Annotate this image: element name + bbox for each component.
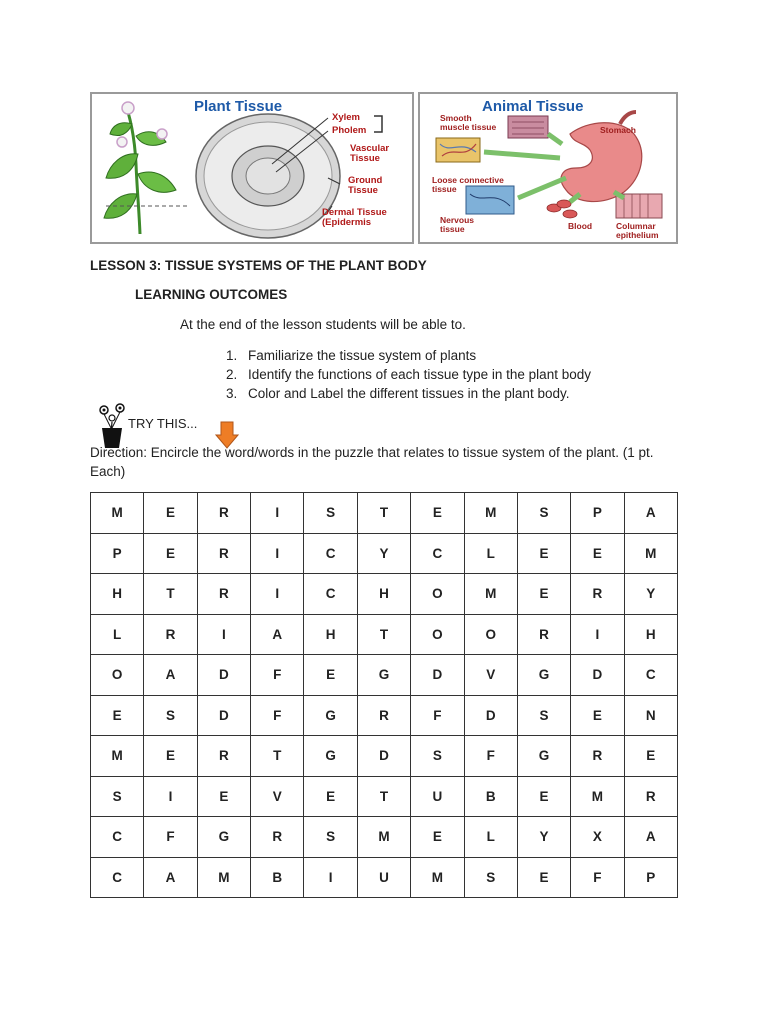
outcome-number: 2. <box>226 367 238 382</box>
puzzle-cell[interactable]: S <box>304 493 357 534</box>
puzzle-row <box>91 574 678 615</box>
puzzle-cell[interactable]: E <box>304 776 357 817</box>
puzzle-cell[interactable]: T <box>357 776 410 817</box>
puzzle-cell[interactable]: U <box>411 776 464 817</box>
puzzle-cell[interactable]: D <box>197 655 250 696</box>
puzzle-cell[interactable]: E <box>517 776 570 817</box>
puzzle-cell[interactable]: H <box>304 614 357 655</box>
puzzle-cell[interactable]: E <box>91 695 144 736</box>
puzzle-row <box>91 736 678 777</box>
puzzle-cell[interactable]: E <box>517 857 570 898</box>
puzzle-cell[interactable]: Y <box>357 533 410 574</box>
columnar-epithelium-label: Columnar epithelium <box>616 221 659 240</box>
puzzle-cell[interactable]: S <box>144 695 197 736</box>
puzzle-cell[interactable]: C <box>304 574 357 615</box>
ground-tissue-label: Ground Tissue <box>348 175 383 196</box>
puzzle-cell[interactable]: U <box>357 857 410 898</box>
puzzle-cell[interactable]: G <box>517 736 570 777</box>
puzzle-cell[interactable]: E <box>624 736 677 777</box>
puzzle-cell[interactable]: G <box>357 655 410 696</box>
puzzle-cell[interactable]: R <box>144 614 197 655</box>
puzzle-cell[interactable]: T <box>357 614 410 655</box>
puzzle-cell[interactable]: C <box>411 533 464 574</box>
puzzle-cell[interactable]: T <box>357 493 410 534</box>
puzzle-cell[interactable]: D <box>571 655 624 696</box>
puzzle-row <box>91 493 678 534</box>
puzzle-cell[interactable]: H <box>91 574 144 615</box>
puzzle-cell[interactable]: S <box>517 493 570 534</box>
puzzle-cell[interactable]: M <box>91 736 144 777</box>
puzzle-cell[interactable]: R <box>571 736 624 777</box>
puzzle-cell[interactable]: R <box>624 776 677 817</box>
phloem-label: Pholem <box>332 125 367 136</box>
puzzle-cell[interactable]: M <box>464 574 517 615</box>
puzzle-cell[interactable]: T <box>144 574 197 615</box>
puzzle-cell[interactable]: O <box>411 574 464 615</box>
puzzle-cell[interactable]: F <box>411 695 464 736</box>
puzzle-cell[interactable]: M <box>624 533 677 574</box>
puzzle-cell[interactable]: R <box>517 614 570 655</box>
puzzle-cell[interactable]: P <box>571 493 624 534</box>
xylem-label: Xylem <box>332 112 360 123</box>
outcome-text: Color and Label the different tissues in the plant body. <box>248 386 570 401</box>
puzzle-cell[interactable]: X <box>571 817 624 858</box>
puzzle-cell[interactable]: O <box>411 614 464 655</box>
puzzle-cell[interactable]: R <box>197 493 250 534</box>
word-search-puzzle <box>90 492 678 898</box>
puzzle-cell[interactable]: S <box>517 695 570 736</box>
puzzle-cell[interactable]: T <box>251 736 304 777</box>
puzzle-cell[interactable]: B <box>251 857 304 898</box>
puzzle-cell[interactable]: I <box>251 493 304 534</box>
puzzle-cell[interactable]: G <box>304 736 357 777</box>
puzzle-cell[interactable]: G <box>197 817 250 858</box>
try-this-label: TRY THIS... <box>128 416 198 431</box>
puzzle-cell[interactable]: D <box>464 695 517 736</box>
puzzle-cell[interactable]: E <box>517 574 570 615</box>
puzzle-cell[interactable]: F <box>251 695 304 736</box>
puzzle-cell[interactable]: L <box>464 533 517 574</box>
puzzle-row <box>91 817 678 858</box>
puzzle-cell[interactable]: C <box>91 817 144 858</box>
puzzle-cell[interactable]: M <box>91 493 144 534</box>
puzzle-cell[interactable]: I <box>571 614 624 655</box>
puzzle-cell[interactable]: E <box>571 695 624 736</box>
puzzle-cell[interactable]: P <box>624 857 677 898</box>
puzzle-cell[interactable]: D <box>411 655 464 696</box>
puzzle-cell[interactable]: A <box>624 493 677 534</box>
puzzle-cell[interactable]: F <box>144 817 197 858</box>
outcome-number: 1. <box>226 348 238 363</box>
outcomes-list <box>226 346 591 403</box>
puzzle-cell[interactable]: R <box>357 695 410 736</box>
puzzle-cell[interactable]: Y <box>517 817 570 858</box>
puzzle-cell[interactable]: B <box>464 776 517 817</box>
learning-outcomes-heading: LEARNING OUTCOMES <box>135 287 288 302</box>
animal-tissue-figure <box>418 92 678 244</box>
puzzle-cell[interactable]: I <box>144 776 197 817</box>
puzzle-cell[interactable]: M <box>197 857 250 898</box>
plant-pot-icon <box>98 398 126 448</box>
direction-text: Direction: Encircle the word/words in the puzzle that relates to tissue system of the plant. (1 pt. Each) <box>90 445 654 479</box>
dermal-tissue-label: Dermal Tissue (Epidermis <box>322 207 387 228</box>
puzzle-cell[interactable]: C <box>91 857 144 898</box>
outcome-item <box>226 365 591 384</box>
puzzle-cell[interactable]: I <box>251 574 304 615</box>
outcome-text: Familiarize the tissue system of plants <box>248 348 477 363</box>
outcome-text: Identify the functions of each tissue type in the plant body <box>248 367 591 382</box>
vascular-tissue-label: Vascular Tissue <box>350 143 390 164</box>
puzzle-cell[interactable]: V <box>464 655 517 696</box>
puzzle-cell[interactable]: A <box>144 857 197 898</box>
puzzle-cell[interactable]: E <box>411 493 464 534</box>
puzzle-cell[interactable]: S <box>464 857 517 898</box>
puzzle-cell[interactable]: N <box>624 695 677 736</box>
puzzle-cell[interactable]: E <box>304 655 357 696</box>
puzzle-cell[interactable]: E <box>144 493 197 534</box>
puzzle-cell[interactable]: M <box>411 857 464 898</box>
puzzle-cell[interactable]: I <box>251 533 304 574</box>
puzzle-cell[interactable]: Y <box>624 574 677 615</box>
puzzle-cell[interactable]: R <box>251 817 304 858</box>
loose-connective-label: Loose connective tissue <box>432 175 504 194</box>
puzzle-cell[interactable]: D <box>357 736 410 777</box>
puzzle-row <box>91 776 678 817</box>
stomach-label: Stomach <box>600 125 636 135</box>
puzzle-cell[interactable]: G <box>517 655 570 696</box>
puzzle-cell[interactable]: F <box>251 655 304 696</box>
outcome-item <box>226 384 591 403</box>
puzzle-cell[interactable]: V <box>251 776 304 817</box>
puzzle-cell[interactable]: I <box>197 614 250 655</box>
plant-tissue-title: Plant Tissue <box>194 98 283 115</box>
outcome-number: 3. <box>226 386 238 401</box>
nervous-tissue-label: Nervous tissue <box>440 215 475 234</box>
puzzle-cell[interactable]: E <box>144 533 197 574</box>
puzzle-cell[interactable]: E <box>197 776 250 817</box>
animal-tissue-title: Animal Tissue <box>482 98 584 115</box>
puzzle-cell[interactable]: E <box>517 533 570 574</box>
puzzle-cell[interactable]: I <box>304 857 357 898</box>
puzzle-cell[interactable]: A <box>251 614 304 655</box>
puzzle-cell[interactable]: S <box>91 776 144 817</box>
puzzle-cell[interactable]: F <box>571 857 624 898</box>
outcomes-intro: At the end of the lesson students will be able to. <box>180 317 466 332</box>
puzzle-cell[interactable]: H <box>357 574 410 615</box>
puzzle-cell[interactable]: L <box>91 614 144 655</box>
puzzle-cell[interactable]: M <box>357 817 410 858</box>
smooth-muscle-label: Smooth muscle tissue <box>440 113 497 132</box>
puzzle-cell[interactable]: G <box>304 695 357 736</box>
puzzle-row <box>91 857 678 898</box>
puzzle-cell[interactable]: A <box>624 817 677 858</box>
puzzle-cell[interactable]: H <box>624 614 677 655</box>
puzzle-cell[interactable]: E <box>144 736 197 777</box>
puzzle-cell[interactable]: O <box>464 614 517 655</box>
puzzle-cell[interactable]: S <box>304 817 357 858</box>
plant-tissue-figure <box>90 92 414 244</box>
puzzle-cell[interactable]: M <box>464 493 517 534</box>
outcome-item <box>226 346 591 365</box>
puzzle-cell[interactable]: P <box>91 533 144 574</box>
puzzle-row <box>91 695 678 736</box>
puzzle-cell[interactable]: A <box>144 655 197 696</box>
puzzle-cell[interactable]: D <box>197 695 250 736</box>
puzzle-cell[interactable]: E <box>571 533 624 574</box>
puzzle-cell[interactable]: F <box>464 736 517 777</box>
puzzle-cell[interactable]: M <box>571 776 624 817</box>
puzzle-row <box>91 533 678 574</box>
puzzle-cell[interactable]: R <box>197 574 250 615</box>
puzzle-cell[interactable]: O <box>91 655 144 696</box>
puzzle-cell[interactable]: C <box>624 655 677 696</box>
puzzle-cell[interactable]: R <box>197 533 250 574</box>
puzzle-cell[interactable]: C <box>304 533 357 574</box>
puzzle-cell[interactable]: E <box>411 817 464 858</box>
puzzle-cell[interactable]: S <box>411 736 464 777</box>
lesson-title: LESSON 3: TISSUE SYSTEMS OF THE PLANT BODY <box>90 258 427 273</box>
puzzle-cell[interactable]: L <box>464 817 517 858</box>
puzzle-cell[interactable]: R <box>197 736 250 777</box>
puzzle-row <box>91 655 678 696</box>
puzzle-cell[interactable]: R <box>571 574 624 615</box>
puzzle-row <box>91 614 678 655</box>
blood-label: Blood <box>568 221 593 231</box>
